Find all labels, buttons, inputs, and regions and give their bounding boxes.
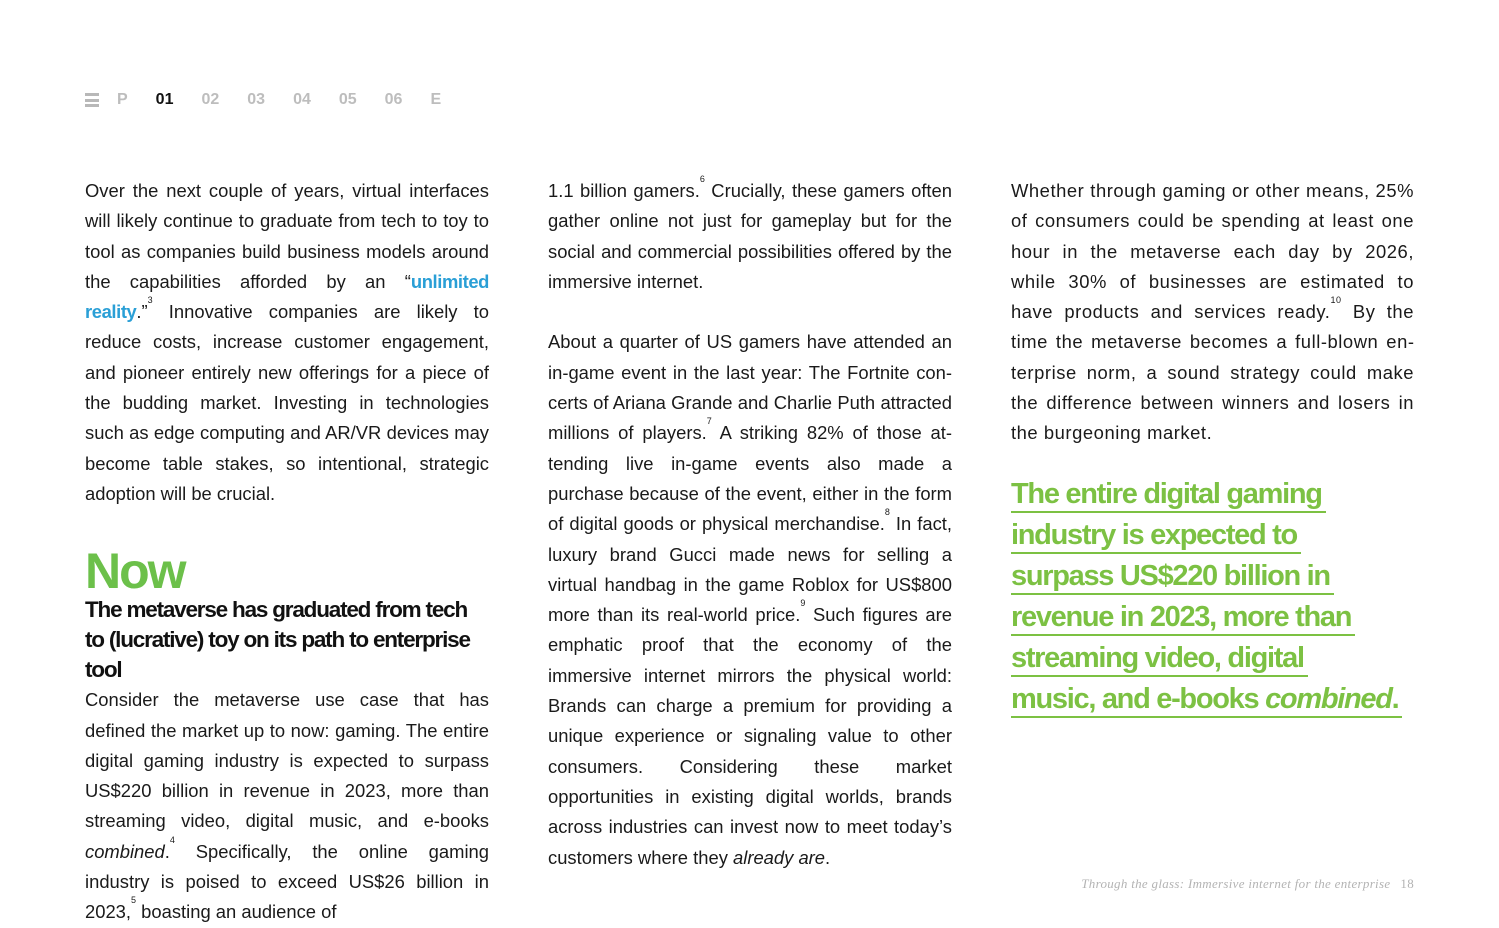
paragraph — [85, 685, 489, 927]
pull-quote-line: industry is expected to — [1011, 519, 1301, 554]
pull-quote-line: revenue in 2023, more than — [1011, 601, 1355, 636]
footnote-ref[interactable]: 3 — [147, 295, 153, 306]
paragraph — [548, 176, 952, 297]
footnote-ref[interactable]: 7 — [706, 416, 712, 427]
pull-quote-line: The entire digital gaming — [1011, 478, 1326, 513]
pull-quote-line: surpass US$220 billion in — [1011, 560, 1334, 595]
nav-item-05[interactable]: 05 — [338, 91, 357, 108]
text: Crucially, these gamers often gather online not just for gameplay but for the social and commercial possibilities offered by the immersive internet. — [548, 180, 952, 292]
text: In fact, luxury brand Gucci made news for selling a virtual handbag in the game Roblox for US$800 more than its real-world price. — [548, 513, 952, 626]
column-1 — [85, 176, 489, 928]
pull-quote — [1011, 476, 1431, 722]
unlimited-reality-link[interactable]: unlimited reality — [85, 270, 489, 323]
text: Specifically, the online gaming industry is poised to exceed US$26 billion in 2023, — [85, 840, 489, 923]
paragraph — [85, 176, 489, 509]
text: music, and e-books — [1011, 683, 1266, 715]
text: Such figures are emphatic proof that the economy of the immersive internet mirrors the physical world: Brands can charge a premium for providing a unique experience or signaling value to other consumers. Considering these market opportunities in existing digital worlds, brands across industries can invest now to meet today’s customers where they — [548, 604, 952, 868]
column-3 — [1011, 176, 1414, 449]
text: Innovative companies are likely to reduce costs, increase customer engagement, and pioneer entirely new offerings for a piece of the budding market. Investing in technologies such as edge computing and AR/VR devices may become table stakes, so intentional, strategic adoption will be crucial. — [85, 301, 489, 504]
page-footer — [1081, 876, 1414, 892]
text: combined — [85, 840, 165, 862]
text: . — [1391, 683, 1399, 715]
text: . — [164, 840, 170, 862]
text: 1.1 billion gamers. — [548, 180, 700, 201]
section-subheading: The metaverse has graduated from tech to (lucrative) toy on its path to enterprise tool — [85, 597, 470, 683]
footer-title: Through the glass: Immersive internet for the enterprise — [1081, 876, 1391, 891]
pull-quote-line: streaming video, digital — [1011, 642, 1308, 677]
footnote-ref[interactable]: 6 — [699, 174, 705, 184]
text: Over the next couple of years, virtual interfaces will likely continue to graduate from tech to toy to tool as companies build business models around the capabilities afforded by an “ — [85, 180, 489, 292]
column-2 — [548, 176, 952, 873]
footnote-ref[interactable]: 8 — [884, 507, 890, 518]
nav-item-03[interactable]: 03 — [247, 91, 266, 108]
nav-item-01[interactable]: 01 — [155, 91, 174, 108]
section-heading: Now — [85, 543, 185, 600]
nav-item-02[interactable]: 02 — [201, 91, 220, 108]
text: About a quarter of US gamers have attended an in-game event in the last year: The Fortnite concerts of Ariana Grande and Charlie Puth attracted millions of players. — [548, 331, 952, 444]
paragraph-gap — [548, 297, 952, 327]
paragraph — [548, 327, 952, 872]
footnote-ref[interactable]: 9 — [800, 598, 806, 609]
menu-icon[interactable] — [85, 93, 99, 107]
text: combined — [1265, 683, 1392, 715]
text: Whether through gaming or other means, 25% of consumers could be spending at least one hour in the metaverse each day by 2026, while 30% of businesses are estimated to have products and services ready. — [1011, 180, 1414, 323]
nav-item-e[interactable]: E — [430, 91, 442, 108]
text: boasting an audience of — [136, 901, 337, 923]
footnote-ref[interactable]: 10 — [1330, 295, 1342, 306]
paragraph — [1011, 176, 1414, 449]
footnote-ref[interactable]: 4 — [169, 834, 175, 845]
text: .” — [136, 301, 148, 323]
text: already are — [733, 846, 826, 868]
text: . — [825, 846, 831, 868]
nav-item-p[interactable]: P — [117, 91, 128, 108]
text: A striking 82% of those attending live in-game events also made a purchase because of the event, either in the form of digital goods or physical merchandise. — [548, 422, 952, 535]
nav-item-04[interactable]: 04 — [293, 91, 311, 108]
text: By the time the metaverse becomes a full-blown enterprise norm, a sound strategy could make the difference between winners and losers in the burgeoning market. — [1011, 301, 1414, 444]
footnote-ref[interactable]: 5 — [131, 895, 137, 906]
nav-item-06[interactable]: 06 — [384, 91, 403, 108]
section-nav — [85, 88, 469, 112]
text: Consider the metaverse use case that has defined the market up to now: gaming. The entire digital gaming industry is expected to surpass US$220 billion in revenue in 2023, more than streaming video, digital music, and e-books — [85, 689, 489, 832]
pull-quote-line — [1011, 683, 1402, 718]
page-number: 18 — [1400, 876, 1414, 891]
